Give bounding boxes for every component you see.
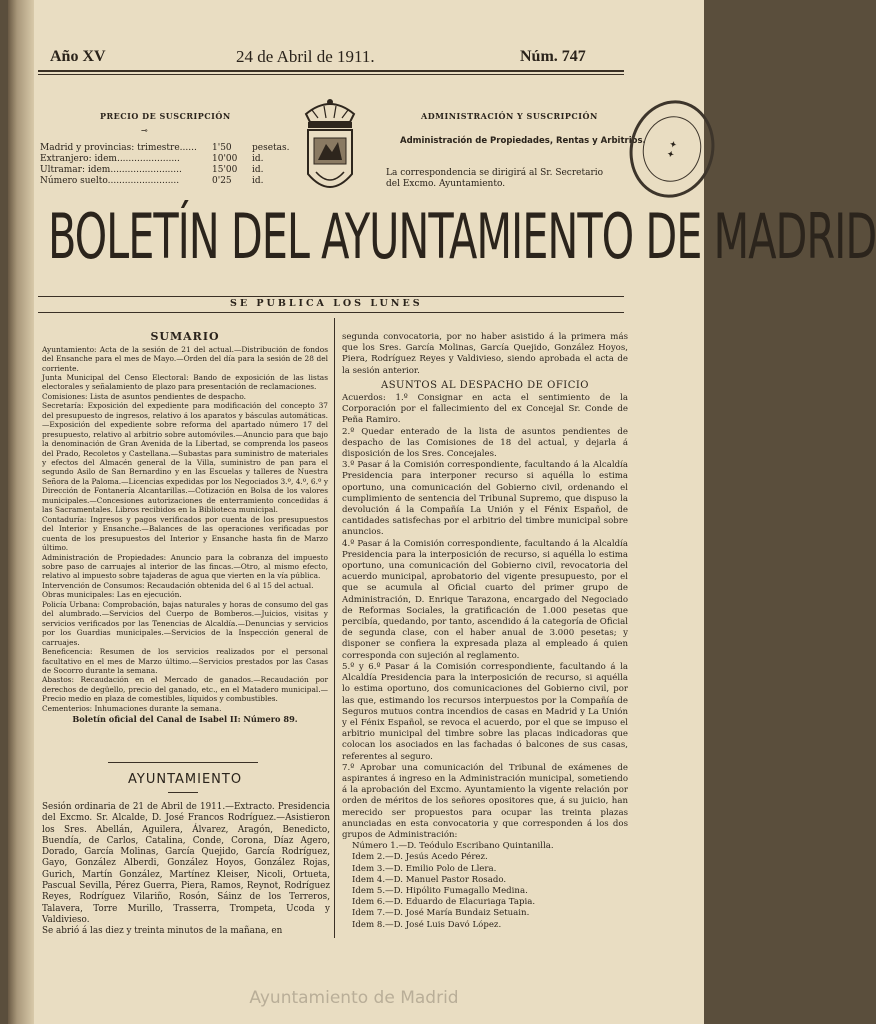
session-paragraph: Sesión ordinaria de 21 de Abril de 1911.—Extracto. Presidencia del Excmo. Sr. Alcalde, D. José Francos Rodríguez.—Asistieron los Sres. Abellán, Aguilera, Álvarez, Aragón, Benedicto, Buendía, de Carlos, Catalina, Conde, Corona, Díaz Agero, Dorado, García Molinas, García Quejido, García Rodríguez, Gayo, González Alberdi, González Hoyos, González Rojas, Gurich, Martín González, Martínez Kleiser, Nicoli, Ortueta, Pascual Sevilla, Pérez Guerra, Piera, Ramos, Reynot, Rodríguez Reyes, Rodríguez Vilariño, Rosón, Sáinz de los Terreros, Talavera, Torre Murillo, Trasserra, Trompeta, Ucoda y Valdivieso. <box>42 802 330 925</box>
session-section <box>42 802 330 938</box>
agreement-paragraph: 3.º Pasar á la Comisión correspondiente, facultando á la Alcaldía Presidencia para interponer recurso si aquélla lo estima oportuno, una comunicación del Gobierno civil, ordenando el cumplimiento de sentencia del Tribunal Supremo, que dispuso la devolución á la Compañía La Unión y el Fénix Español, de cantidades satisfechas por el arbitrio del timbre municipal sobre anuncios. <box>342 460 628 538</box>
summary-paragraph: Comisiones: Lista de asuntos pendientes de despacho. <box>42 391 247 401</box>
administration-heading: ADMINISTRACIÓN Y SUSCRIPCIÓN <box>421 111 598 121</box>
summary-footer: Boletín oficial del Canal de Isabel II: Número 89. <box>72 714 298 725</box>
list-item: Idem 5.—D. Hipólito Fumagallo Medina. <box>352 885 528 896</box>
candidate-list <box>342 841 628 931</box>
agreement-paragraph: 2.º Quedar enterado de la lista de asuntos pendientes de despacho de las Comisiones de 18 del actual, y dejarla á disposición de los Sres. Concejales. <box>342 426 628 460</box>
correspondence-line-2: del Excmo. Ayuntamiento. <box>386 179 506 189</box>
summary-paragraph: Obras municipales: Las en ejecución. <box>42 590 182 600</box>
column-divider <box>334 318 335 938</box>
price-row: Madrid y provincias: trimestre...... 1'50 pesetas. <box>40 143 290 153</box>
ayuntamiento-heading: AYUNTAMIENTO <box>128 772 243 787</box>
summary-body <box>42 345 328 714</box>
summary-paragraph: Beneficencia: Resumen de los servicios realizados por el personal facultativo en el mes de Marzo último.—Servicios prestados por las Casas de Socorro durante la semana. <box>42 647 328 675</box>
summary-paragraph: Policía Urbana: Comprobación, bajas naturales y horas de consumo del gas del alumbrado.—Servicios del Cuerpo de Bomberos.—Juicios, visitas y servicios verificados por las Tenencias de Alcaldía.—Denuncias y servicios por los Guardias municipales.—Servicios de la Inspección general de carruajes. <box>42 599 328 647</box>
summary-paragraph: Ayuntamiento: Acta de la sesión de 21 del actual.—Distribución de fondos del Ensanche para el mes de Mayo.—Orden del día para la sesión de 28 del corriente. <box>42 344 328 373</box>
masthead-title: BOLETÍN DEL AYUNTAMIENTO DE MADRID <box>48 200 876 273</box>
agreement-paragraph: 5.º y 6.º Pasar á la Comisión correspondiente, facultando á la Alcaldía Presidencia para la interposición de recurso, si aquélla lo estima oportuno, dos comunicaciones del Gobierno civil, por las que, estimando los recursos interpuestos por la Compañía de Seguros mutuos contra incendios de casas en Madrid y La Unión y el Fénix Español, se revoca el acuerdo, por el que se impuso el arbitrio municipal del timbre sobre las placas indicadoras que colocan los asociados en las fachadas ó balcones de sus casas, referentes al seguro. <box>342 661 628 762</box>
issue-date: 24 de Abril de 1911. <box>236 47 375 66</box>
agreement-paragraph: 4.º Pasar á la Comisión correspondiente, facultando á la Alcaldía Presidencia para la interposición de recurso, si aquélla lo estima oportuno, una comunicación del Gobierno civil, revocatoria del acuerdo municipal, aprobatorio del vigente presupuesto, por el que se acumula al Oficial cuarto del primer grupo de Administración, D. Enrique Tarazona, encargado del Negociado de Reformas Sociales, la gratificación de 1.000 pesetas que percibía, quedando, por tanto, ascendido á la categoría de Oficial de segunda clase, con el haber anual de 3.000 pesetas; y disponer se confiera la expresada plaza al empleado á quien corresponda con sujeción al reglamento. <box>342 538 628 661</box>
summary-section <box>42 332 328 725</box>
list-item: Idem 8.—D. José Luis Davó López. <box>352 919 502 930</box>
summary-paragraph: Abastos: Recaudación en el Mercado de ganados.—Recaudación por derechos de degüello, precio del ganado, etc., en el Matadero municipal.—Precio medio en plaza de comestibles, líquidos y combustibles. <box>42 675 328 704</box>
right-intro: segunda convocatoria, por no haber asistido á la primera más que los Sres. García Molinas, García Quejido, González Hoyos, Piera, Rodríguez Reyes y Valdivieso, siendo aprobada el acta de la sesión anterior. <box>342 332 628 376</box>
list-item: Idem 6.—D. Eduardo de Elacuriaga Tapia. <box>352 897 536 908</box>
summary-paragraph: Contaduría: Ingresos y pagos verificados por cuenta de los presupuestos del Interior y Ensanche.—Balances de las operaciones verificadas por cuenta de los presupuestos del Interior y Ensanche hasta fin de Marzo último. <box>42 514 328 553</box>
summary-paragraph: Intervención de Consumos: Recaudación obtenida del 6 al 15 del actual. <box>42 580 314 590</box>
library-stamp <box>619 91 724 206</box>
issue-number: Núm. 747 <box>520 48 586 65</box>
coat-of-arms-icon <box>298 92 362 204</box>
list-item: Idem 3.—D. Emilio Polo de Llera. <box>352 863 497 874</box>
agreement-paragraph: 7.º Aprobar una comunicación del Tribunal de exámenes de aspirantes á ingreso en la Administración municipal, sometiendo á la aprobación del Excmo. Ayuntamiento la vigente relación por orden de méritos de los señores opositores que, á su juicio, han merecido ser propuestos para ocupar las treinta plazas anunciadas en esta convocatoria y que corresponden á los dos grupos de Administración: <box>342 762 628 840</box>
list-item: Idem 2.—D. Jesús Acedo Pérez. <box>352 852 488 863</box>
agreement-paragraph: Acuerdos: 1.º Consignar en acta el sentimiento de la Corporación por el fallecimiento del ex Concejal Sr. Conde de Peña Ramiro. <box>342 393 628 426</box>
session-paragraph: Se abrió á las diez y treinta minutos de la mañana, en <box>42 926 283 937</box>
administration-office: Administración de Propiedades, Rentas y Arbitrios. <box>400 136 646 146</box>
publication-note: SE PUBLICA LOS LUNES <box>230 298 423 309</box>
summary-paragraph: Secretaría: Exposición del expediente para modificación del concepto 37 del presupuesto de ingresos, relativo á los aparatos y básculas automáticas.—Exposición del expediente sobre reforma del apartado número 17 del presupuesto, relativo al arbitrio sobre automóviles.—Anuncio para que bajo la denominación de Gran Avenida de la Libertad, se comprenda los paseos del Prado, Recoletos y Castellana.—Subastas para suministro de materiales y efectos del Almacén general de la Villa, suministro de pan para el segundo Asilo de San Bernardino y en las Escuelas y talleres de Nuestra Señora de la Paloma.—Licencias expedidas por los Negociados 3.º, 4.º, 6.º y Dirección de Fontanería Alcantarillas.—Cotización en Bolsa de los valores municipales.—Concesiones autorizaciones de enterramiento concedidas á las Sacramentales. Libros recibidos en la Biblioteca municipal. <box>42 401 328 515</box>
summary-title: SUMARIO <box>150 330 220 343</box>
list-item: Idem 7.—D. José María Bundaiz Setuain. <box>352 908 530 919</box>
business-heading: ASUNTOS AL DESPACHO DE OFICIO <box>380 379 590 391</box>
summary-paragraph: Cementerios: Inhumaciones durante la semana. <box>42 703 222 713</box>
header-rule <box>38 70 624 72</box>
list-item: Número 1.—D. Teódulo Escribano Quintanilla. <box>352 841 554 852</box>
year-label: Año XV <box>50 48 106 65</box>
price-row: Extranjero: idem...................... 10'00 id. <box>40 154 264 164</box>
list-item: Idem 4.—D. Manuel Pastor Rosado. <box>352 874 507 885</box>
summary-paragraph: Administración de Propiedades: Anuncio para la cobranza del impuesto sobre paso de carruajes al interior de las fincas.—Otro, al mismo efecto, relativo al impuesto sobre tajaderas de agua que vierten en la vía pública. <box>42 552 328 581</box>
right-column <box>342 332 628 931</box>
price-row: Ultramar: idem......................... 15'00 id. <box>40 165 264 175</box>
watermark: Ayuntamiento de Madrid <box>249 988 459 1008</box>
subscription-heading: PRECIO DE SUSCRIPCIÓN <box>100 111 231 121</box>
price-table <box>40 143 290 187</box>
book-binding-edge <box>8 0 34 1024</box>
stamp-seal-icon: ✦ ✦ <box>636 110 708 188</box>
newspaper-page: Año XV 24 de Abril de 1911. Núm. 747 PRECIO DE SUSCRIPCIÓN ⊸ Madrid y provincias: trimestre...... 1'50 pesetas. Extranjero: idem...................... 10'00 id. Ultramar: idem......................... 15'00 id. Número suelto......................... 0'25 id. ADMINISTRACIÓN Y SUSCRIPCIÓN Administración de Propiedades, Rentas y Arbitrios. La correspondencia se dirigirá al Sr. Secretario del Excmo. Ayuntamiento. ✦ ✦ BOLETÍN DEL AYUNTAMIENTO DE MADRID SE PUBLICA LOS LUNES SUMARIO Ayuntamiento: Acta de la sesión de 21 del actual.—Distribución de fondos del Ensanche para el mes de Mayo.—Orden del día para la sesión de 28 del corriente. Junta Municipal del Censo Electoral: Bando de exposición de las listas electorales y señalamiento de plazo para presentación de reclamaciones. Comisiones: Lista de asuntos pendientes de despacho. Secretaría: Exposición del expediente para modificación del concepto 37 del presupuesto de ingresos, relativo á los aparatos y básculas automáticas.—Exposición del expediente sobre reforma del apartado número 17 del presupuesto, relativo al arbitrio sobre automóviles.—Anuncio para que bajo la denominación de Gran Avenida de la Libertad, se comprenda los paseos del Prado, Recoletos y Castellana.—Subastas para suministro de materiales y efectos del Almacén general de la Villa, suministro de pan para el segundo Asilo de San Bernardino y en las Escuelas y talleres de Nuestra Señora de la Paloma.—Licencias expedidas por los Negociados 3.º, 4.º, 6.º y Dirección de Fontanería Alcantarillas.—Cotización en Bolsa de los valores municipales.—Concesiones autorizaciones de enterramiento concedidas á las Sacramentales. Libros recibidos en la Biblioteca municipal. Contaduría: Ingresos y pagos verificados por cuenta de los presupuestos del Interior y Ensanche.—Balances de las operaciones verificadas por cuenta de los presupuestos del Interior y Ensanche hasta fin de Marzo último. Administración de Propiedades: Anuncio para la cobranza del impuesto sobre paso de carruajes al interior de las fincas.—Otro, al mismo efecto, relativo al impuesto sobre tajaderas de agua que vierten en la vía pública. Intervención de Consumos: Recaudación obtenida del 6 al 15 del actual. Obras municipales: Las en ejecución. Policía Urbana: Comprobación, bajas naturales y horas de consumo del gas del alumbrado.—Servicios del Cuerpo de Bomberos.—Juicios, visitas y servicios verificados por las Tenencias de Alcaldía.—Denuncias y servicios por los Guardias municipales.—Servicios de la Inspección general de carruajes. Beneficencia: Resumen de los servicios realizados por el personal facultativo en el mes de Marzo último.—Servicios prestados por las Casas de Socorro durante la semana. Abastos: Recaudación en el Mercado de ganados.—Recaudación por derechos de degüello, precio del ganado, etc., en el Matadero municipal.—Precio medio en plaza de comestibles, líquidos y combustibles. Cementerios: Inhumaciones durante la semana. Boletín oficial del Canal de Isabel II: Número 89. AYUNTAMIENTO Sesión ordinaria de 21 de Abril de 1911.—Extracto. Presidencia del Excmo. Sr. Alcalde, D. José Francos Rodríguez.—Asistieron los Sres. Abellán, Aguilera, Álvarez, Aragón, Benedicto, Buendía, de Carlos, Catalina, Conde, Corona, Díaz Agero, Dorado, García Molinas, García Quejido, García Rodríguez, Gayo, González Alberdi, González Hoyos, González Rojas, Gurich, Martín González, Martínez Kleiser, Nicoli, Ortueta, Pascual Sevilla, Pérez Guerra, Piera, Ramos, Reynot, Rodríguez Reyes, Rodríguez Vilariño, Rosón, Sáinz de los Terreros, Talavera, Torre Murillo, Trasserra, Trompeta, Ucoda y Valdivieso. Se abrió á las diez y treinta minutos de la mañana, en segunda convocatoria, por no haber asistido á la primera más que los Sres. García Molinas, García Quejido, González Hoyos, Piera, Rodríguez Reyes y Valdivieso, siendo aprobada el acta de la sesión anterior. ASUNTOS AL DESPACHO DE OFICIO Acuerdos: 1.º Consignar en acta el sentimiento de la Corporación por el fallecimiento del ex Concejal Sr. Conde de Peña Ramiro. 2.º Quedar enterado de la lista de asuntos pendientes de despacho de las Comisiones de 18 del actual, y dejarla á disposición de los Sres. Concejales. 3.º Pasar á la Comisión correspondiente, facultando á la Alcaldía Presidencia para interponer recurso si aquélla lo estima oportuno, una comunicación del Gobierno civil, ordenando el cumplimiento de sentencia del Tribunal Supremo, que dispuso la devolución á la Compañía La Unión y el Fénix Español, de cantidades satisfechas por el arbitrio del timbre municipal sobre anuncios. 4.º Pasar á la Comisión correspondiente, facultando á la Alcaldía Presidencia para la interposición de recurso, si aquélla lo estima oportuno, una comunicación del Gobierno civil, revocatoria del acuerdo municipal, aprobatorio del vigente presupuesto, por el que se acumula al Oficial cuarto del primer grupo de Administración, D. Enrique Tarazona, encargado del Negociado de Reformas Sociales, la gratificación de 1.000 pesetas que percibía, quedando, por tanto, ascendido á la categoría de Oficial de segunda clase, con el haber anual de 3.000 pesetas; y disponer se confiera la expresada plaza al empleado á quien corresponda con sujeción al reglamento. 5.º y 6.º Pasar á la Comisión correspondiente, facultando á la Alcaldía Presidencia para la interposición de recurso, si aquélla lo estima oportuno, dos comunicaciones del Gobierno civil, por las que, estimando los recursos interpuestos por la Compañía de Seguros mutuos contra incendios de casas en Madrid y La Unión y el Fénix Español, se revoca el acuerdo, por el que se impuso el arbitrio municipal del timbre sobre las placas indicadoras que colocan los asociados en las fachadas ó balcones de sus casas, referentes al seguro. 7.º Aprobar una comunicación del Tribunal de exámenes de aspirantes á ingreso en la Administración municipal, sometiendo á la aprobación del Excmo. Ayuntamiento la vigente relación por orden de méritos de los señores opositores que, á su juicio, han merecido ser propuestos para ocupar las treinta plazas anunciadas en esta convocatoria y que corresponden á los dos grupos de Administración: Número 1.—D. Teódulo Escribano Quintanilla. Idem 2.—D. Jesús Acedo Pérez. Idem 3.—D. Emilio Polo de Llera. Idem 4.—D. Manuel Pastor Rosado. Idem 5.—D. Hipólito Fumagallo Medina. Idem 6.—D. Eduardo de Elacuriaga Tapia. Idem 7.—D. José María Bundaiz Setuain. Idem 8.—D. José Luis Davó López. <box>8 0 704 1024</box>
correspondence-line-1: La correspondencia se dirigirá al Sr. Secretario <box>386 168 604 178</box>
price-row: Número suelto......................... 0'25 id. <box>40 176 264 186</box>
summary-paragraph: Junta Municipal del Censo Electoral: Bando de exposición de las listas electorales y señalamiento de plazo para presentación de reclamaciones. <box>42 372 328 392</box>
